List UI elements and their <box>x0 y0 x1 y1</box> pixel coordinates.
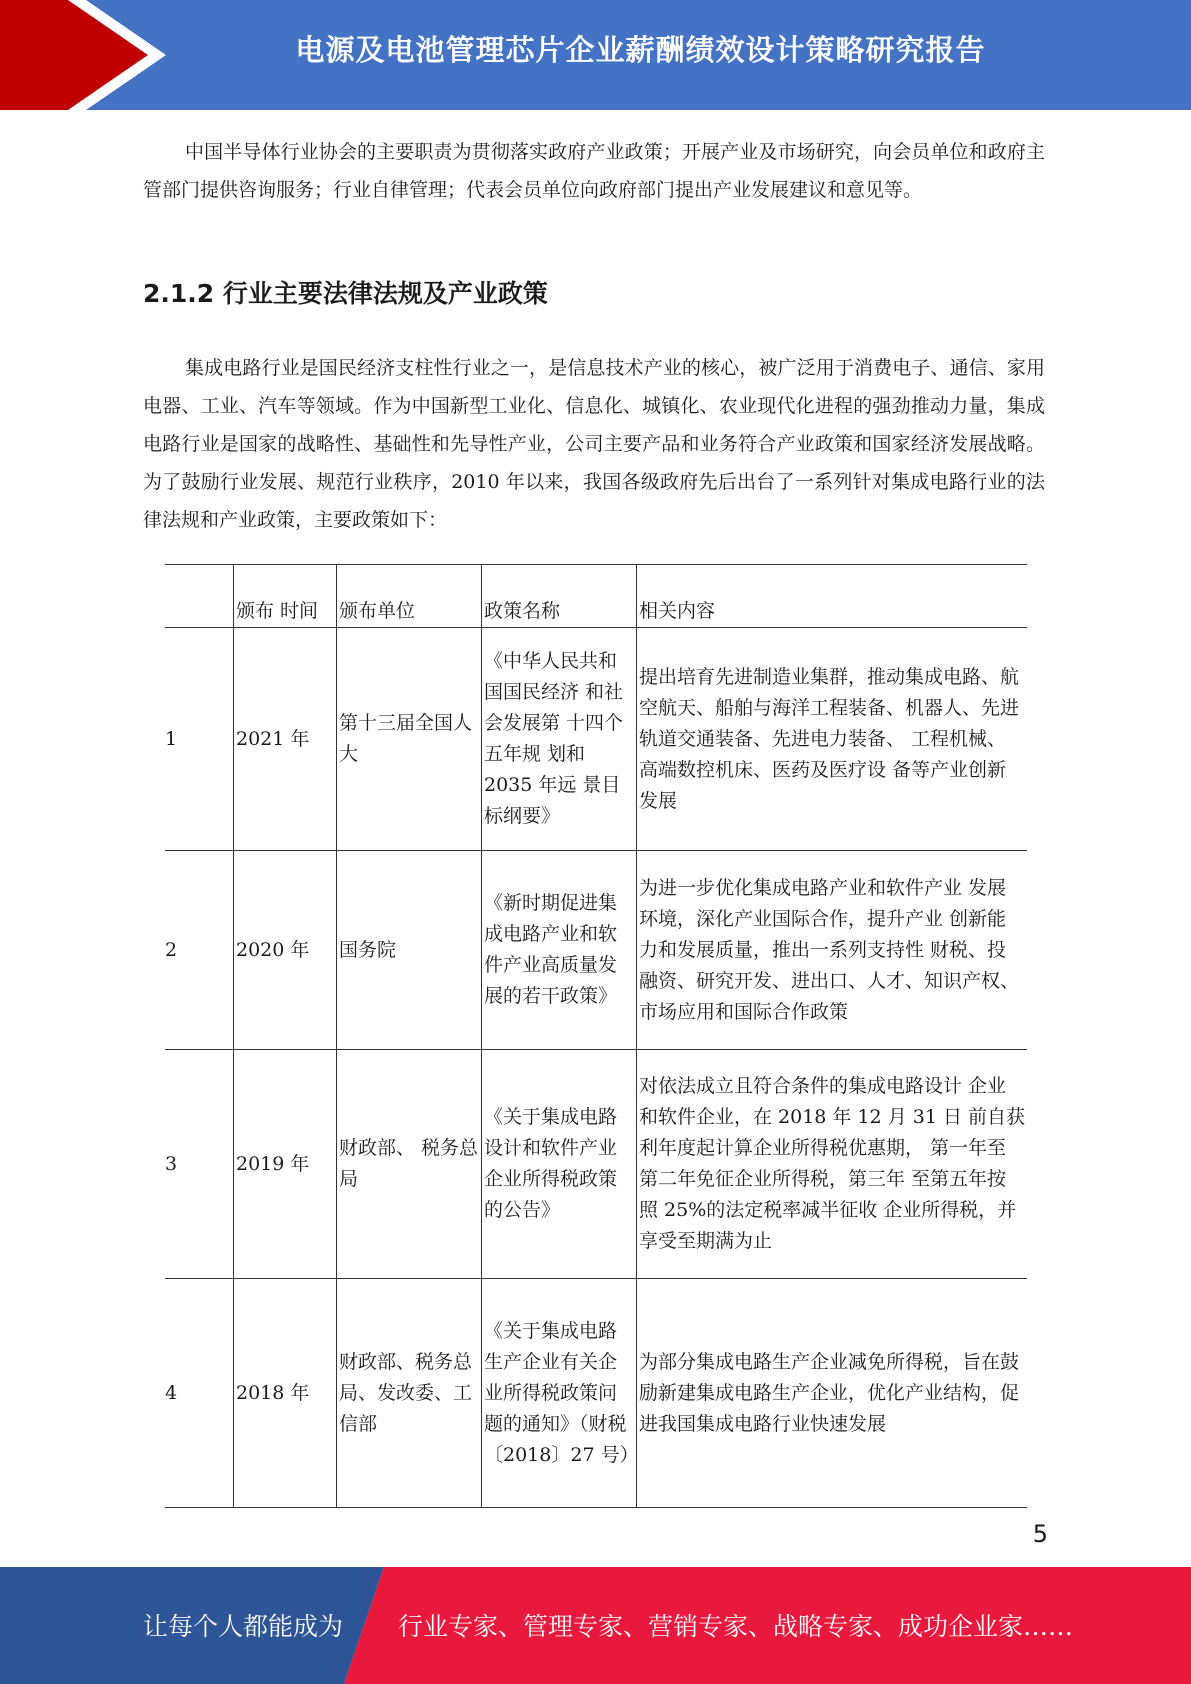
intro-paragraph: 中国半导体行业协会的主要职责为贯彻落实政府产业政策；开展产业及市场研究，向会员单位和政府主管部门提供咨询服务；行业自律管理；代表会员单位向政府部门提出产业发展建议和意见等。 <box>143 141 1045 201</box>
cell-unit: 第十三届全国人大 <box>337 628 482 851</box>
cell-year: 2018 年 <box>234 1279 337 1508</box>
cell-no: 4 <box>165 1279 234 1508</box>
header-unit: 颁布单位 <box>337 565 482 628</box>
cell-content: 为部分集成电路生产企业减免所得税，旨在鼓励新建集成电路生产企业，优化产业结构，促进我国集成电路行业快速发展 <box>637 1279 1028 1508</box>
cell-content: 提出培育先进制造业集群，推动集成电路、航空航天、船舶与海洋工程装备、机器人、先进轨道交通装备、先进电力装备、 工程机械、高端数控机床、医药及医疗设 备等产业创新发展 <box>637 628 1028 851</box>
header-year: 颁布 时间 <box>234 565 337 628</box>
page-number: 5 <box>1032 1520 1048 1548</box>
header-banner <box>0 0 1191 110</box>
header-name: 政策名称 <box>482 565 637 628</box>
section-heading: 2.1.2 行业主要法律法规及产业政策 <box>143 279 548 308</box>
footer-slogan-left: 让每个人都能成为 <box>143 1612 344 1641</box>
table-row <box>165 851 1027 1050</box>
cell-unit: 国务院 <box>337 851 482 1050</box>
footer-banner <box>0 1567 1191 1684</box>
footer-slogan-right: 行业专家、管理专家、营销专家、战略专家、成功企业家…… <box>398 1612 1074 1641</box>
cell-name: 《新时期促进集成电路产业和软件产业高质量发展的若干政策》 <box>482 851 637 1050</box>
cell-no: 1 <box>165 628 234 851</box>
cell-content: 为进一步优化集成电路产业和软件产业 发展环境，深化产业国际合作，提升产业 创新能力和发展质量，推出一系列支持性 财税、投融资、研究开发、进出口、人才、知识产权、市场应用和国际合作政策 <box>637 851 1028 1050</box>
cell-content: 对依法成立且符合条件的集成电路设计 企业和软件企业，在 2018 年 12 月 31 日 前自获利年度起计算企业所得税优惠期， 第一年至第二年免征企业所得税，第三年 至第五年按照 25%的法定税率减半征收 企业所得税，并享受至期满为止 <box>637 1050 1028 1279</box>
cell-no: 3 <box>165 1050 234 1279</box>
cell-unit: 财政部、税务总局、发改委、工信部 <box>337 1279 482 1508</box>
header-no <box>165 565 234 628</box>
cell-year: 2019 年 <box>234 1050 337 1279</box>
cell-no: 2 <box>165 851 234 1050</box>
header-content: 相关内容 <box>637 565 1028 628</box>
table-row <box>165 1279 1027 1508</box>
cell-year: 2021 年 <box>234 628 337 851</box>
section-paragraph: 集成电路行业是国民经济支柱性行业之一，是信息技术产业的核心，被广泛用于消费电子、通信、家用电器、工业、汽车等领域。作为中国新型工业化、信息化、城镇化、农业现代化进程的强劲推动力量，集成电路行业是国家的战略性、基础性和先导性产业，公司主要产品和业务符合产业政策和国家经济发展战略。为了鼓励行业发展、规范行业秩序，2010 年以来，我国各级政府先后出台了一系列针对集成电路行业的法律法规和产业政策，主要政策如下： <box>143 357 1045 531</box>
report-title: 电源及电池管理芯片企业薪酬绩效设计策略研究报告 <box>295 33 986 67</box>
table-row <box>165 1050 1027 1279</box>
cell-year: 2020 年 <box>234 851 337 1050</box>
policy-table <box>165 564 1027 1508</box>
cell-name: 《中华人民共和国国民经济 和社会发展第 十四个五年规 划和 2035 年远 景目标纲要》 <box>482 628 637 851</box>
table-header-row <box>165 565 1027 628</box>
cell-unit: 财政部、 税务总局 <box>337 1050 482 1279</box>
table-row <box>165 628 1027 851</box>
cell-name: 《关于集成电路设计和软件产业企业所得税政策的公告》 <box>482 1050 637 1279</box>
cell-name: 《关于集成电路生产企业有关企业所得税政策问题的通知》（财税〔2018〕27 号） <box>482 1279 637 1508</box>
